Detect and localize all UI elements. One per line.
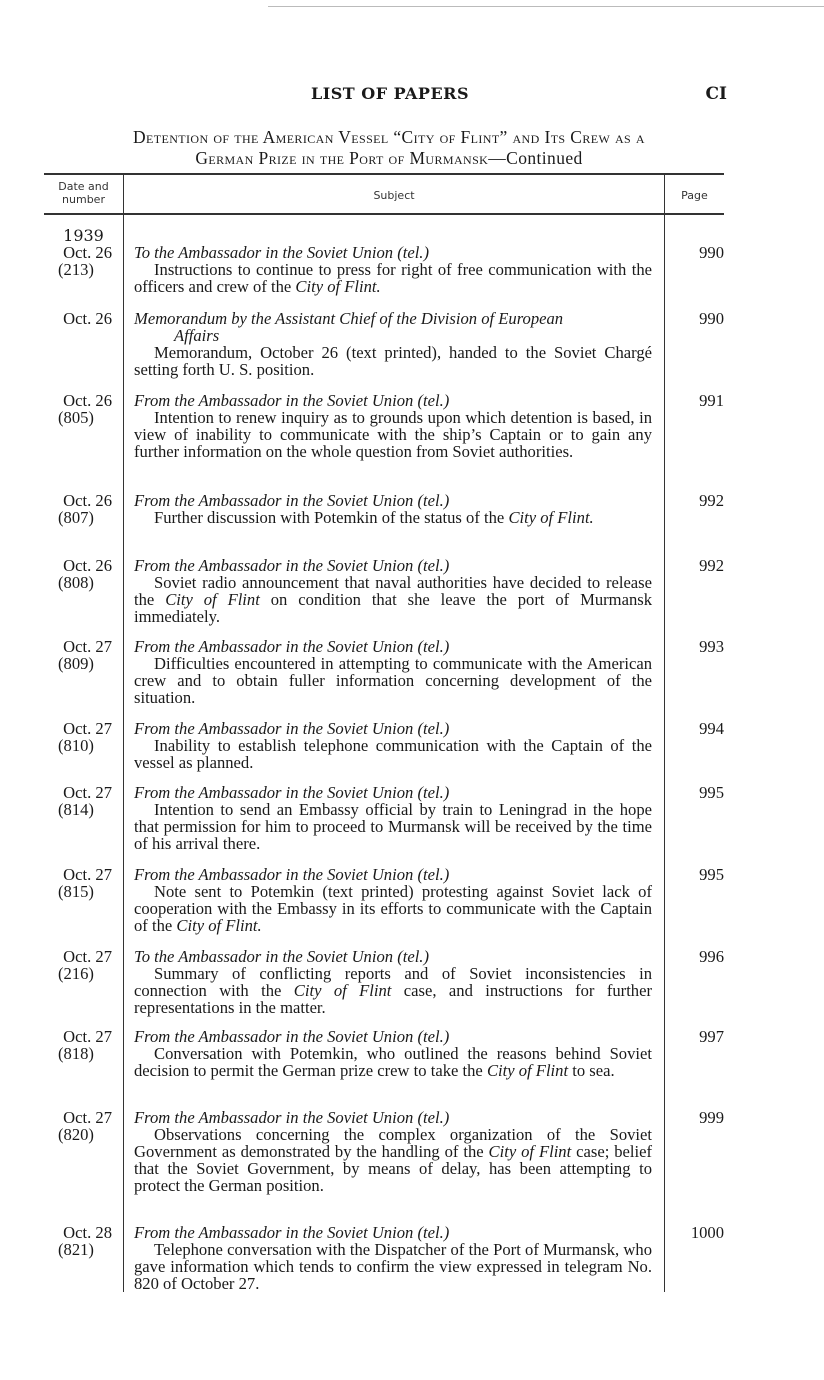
- running-title: LIST OF PAPERS: [311, 84, 469, 103]
- column-header-date: [44, 180, 123, 206]
- entry-title: From the Ambassador in the Soviet Union (tel.): [134, 1108, 450, 1127]
- section-title-line1: Detention of the American Vessel “City of Flint” and Its Crew as a: [133, 127, 645, 147]
- entry-title: From the Ambassador in the Soviet Union (tel.): [134, 1027, 450, 1046]
- entry-page: 1000: [690, 1223, 724, 1242]
- top-rule: [268, 6, 824, 7]
- entry-date: Oct. 26: [63, 491, 112, 510]
- entry-page: 997: [699, 1027, 724, 1046]
- entry-date: Oct. 27: [63, 719, 112, 738]
- entry-subject: [134, 310, 652, 378]
- entry-page: 990: [699, 243, 724, 262]
- entry-page: 991: [699, 391, 724, 410]
- entry-number: (805): [58, 408, 94, 427]
- entry-date: Oct. 26: [63, 391, 112, 410]
- entry-page: 990: [699, 309, 724, 328]
- entry-description: Instructions to continue to press for right of free communication with the officers and crew of the City of Flint.: [134, 260, 652, 296]
- entry-description: Observations concerning the complex organization of the Soviet Government as demonstrated by the handling of the City of Flint case; belief that the Soviet Government, by means of delay, has been attempting to protect the German position.: [134, 1125, 652, 1195]
- entry-page: 993: [699, 637, 724, 656]
- entry-description: Memorandum, October 26 (text printed), handed to the Soviet Chargé setting forth U. S. position.: [134, 343, 652, 379]
- entry-title: From the Ambassador in the Soviet Union (tel.): [134, 491, 450, 510]
- section-title-line2: [44, 148, 734, 169]
- entry-title: From the Ambassador in the Soviet Union (tel.): [134, 865, 450, 884]
- section-title: [44, 127, 734, 169]
- entry-page: 995: [699, 783, 724, 802]
- entry-title-continuation: Affairs: [174, 326, 220, 345]
- entry-description: Intention to renew inquiry as to grounds upon which detention is based, in view of inability to communicate with the ship’s Captain or to gain any further information on the whole question from Soviet authorities.: [134, 408, 652, 461]
- entry-subject: [134, 948, 652, 1016]
- entry-date: Oct. 26: [63, 309, 112, 328]
- entry-description: Conversation with Potemkin, who outlined the reasons behind Soviet decision to permit the German prize crew to take the City of Flint to sea.: [134, 1044, 652, 1080]
- entry-number: (216): [58, 964, 94, 983]
- entry-subject: [134, 866, 652, 934]
- entry-subject: [134, 720, 652, 771]
- entry-title: Memorandum by the Assistant Chief of the Division of European: [134, 309, 564, 328]
- entry-description: Soviet radio announcement that naval authorities have decided to release the City of Flint on condition that she leave the port of Murmansk immediately.: [134, 573, 653, 626]
- entry-subject: [134, 1224, 652, 1292]
- entry-date: Oct. 27: [63, 947, 112, 966]
- entry-number: (809): [58, 654, 94, 673]
- entry-date: Oct. 27: [63, 1027, 112, 1046]
- entry-page: 992: [699, 491, 724, 510]
- entry-number: (810): [58, 736, 94, 755]
- entry-page: 999: [699, 1108, 724, 1127]
- entry-subject: [134, 1109, 652, 1194]
- section-title-line2-a: German Prize in the Port of Murmansk: [195, 148, 489, 168]
- entry-description: Summary of conflicting reports and of Soviet inconsistencies in connection with the City of Flint case, and instructions for further representations in the matter.: [134, 964, 652, 1017]
- entry-title: To the Ambassador in the Soviet Union (tel.): [134, 243, 429, 262]
- entry-date: Oct. 28: [63, 1223, 112, 1242]
- entry-subject: [134, 1028, 652, 1079]
- column-header-page: Page: [681, 189, 708, 202]
- entry-date: Oct. 27: [63, 783, 112, 802]
- entry-title: From the Ambassador in the Soviet Union (tel.): [134, 719, 450, 738]
- entry-title: From the Ambassador in the Soviet Union (tel.): [134, 391, 450, 410]
- entry-number: (807): [58, 508, 94, 527]
- entry-description: Telephone conversation with the Dispatcher of the Port of Murmansk, who gave information which tends to confirm the view expressed in telegram No. 820 of October 27.: [134, 1240, 652, 1293]
- entry-number: (808): [58, 573, 94, 592]
- entry-description: Difficulties encountered in attempting to communicate with the American crew and to obtain fuller information concerning development of the situation.: [134, 654, 652, 707]
- entry-page: 995: [699, 865, 724, 884]
- entry-description: Intention to send an Embassy official by train to Leningrad in the hope that permission for him to proceed to Murmansk will be received by the time of his arrival there.: [134, 800, 652, 853]
- column-header-subject: Subject: [373, 189, 415, 202]
- entry-description: Further discussion with Potemkin of the status of the City of Flint.: [154, 508, 594, 527]
- entry-number: (213): [58, 260, 94, 279]
- entry-title: From the Ambassador in the Soviet Union (tel.): [134, 783, 450, 802]
- entry-description: Note sent to Potemkin (text printed) protesting against Soviet lack of cooperation with the Embassy in its efforts to communicate with the Captain of the City of Flint.: [134, 882, 652, 935]
- entry-date: Oct. 26: [63, 556, 112, 575]
- entry-title: From the Ambassador in the Soviet Union (tel.): [134, 556, 450, 575]
- column-header-date-line2: number: [62, 193, 105, 206]
- entry-description: Inability to establish telephone communication with the Captain of the vessel as planned.: [134, 736, 652, 772]
- entry-number: (814): [58, 800, 94, 819]
- entry-page: 994: [699, 719, 724, 738]
- entry-number: (818): [58, 1044, 94, 1063]
- entry-number: (815): [58, 882, 94, 901]
- entry-subject: [134, 392, 652, 460]
- column-header-date-line1: Date and: [58, 180, 109, 193]
- entry-date: Oct. 27: [63, 1108, 112, 1127]
- entry-page: 996: [699, 947, 724, 966]
- entry-page: 992: [699, 556, 724, 575]
- entry-subject: [134, 492, 652, 526]
- column-divider-date: [123, 174, 124, 1292]
- entry-number: (820): [58, 1125, 94, 1144]
- entry-title: To the Ambassador in the Soviet Union (tel.): [134, 947, 429, 966]
- entry-subject: [134, 557, 652, 625]
- entry-date: Oct. 27: [63, 865, 112, 884]
- table-top-rule: [44, 173, 724, 175]
- entry-subject: [134, 638, 652, 706]
- entry-title: From the Ambassador in the Soviet Union (tel.): [134, 637, 450, 656]
- page-number: CI: [705, 84, 727, 104]
- entry-subject: [134, 784, 652, 852]
- section-title-continued: —Continued: [488, 148, 583, 168]
- entry-date: Oct. 26: [63, 243, 112, 262]
- entry-date: Oct. 27: [63, 637, 112, 656]
- page-header: [0, 84, 824, 106]
- table-header-rule: [44, 213, 724, 215]
- year-label: 1939: [63, 226, 104, 245]
- entry-number: (821): [58, 1240, 94, 1259]
- entry-subject: [134, 244, 652, 295]
- entry-title: From the Ambassador in the Soviet Union (tel.): [134, 1223, 450, 1242]
